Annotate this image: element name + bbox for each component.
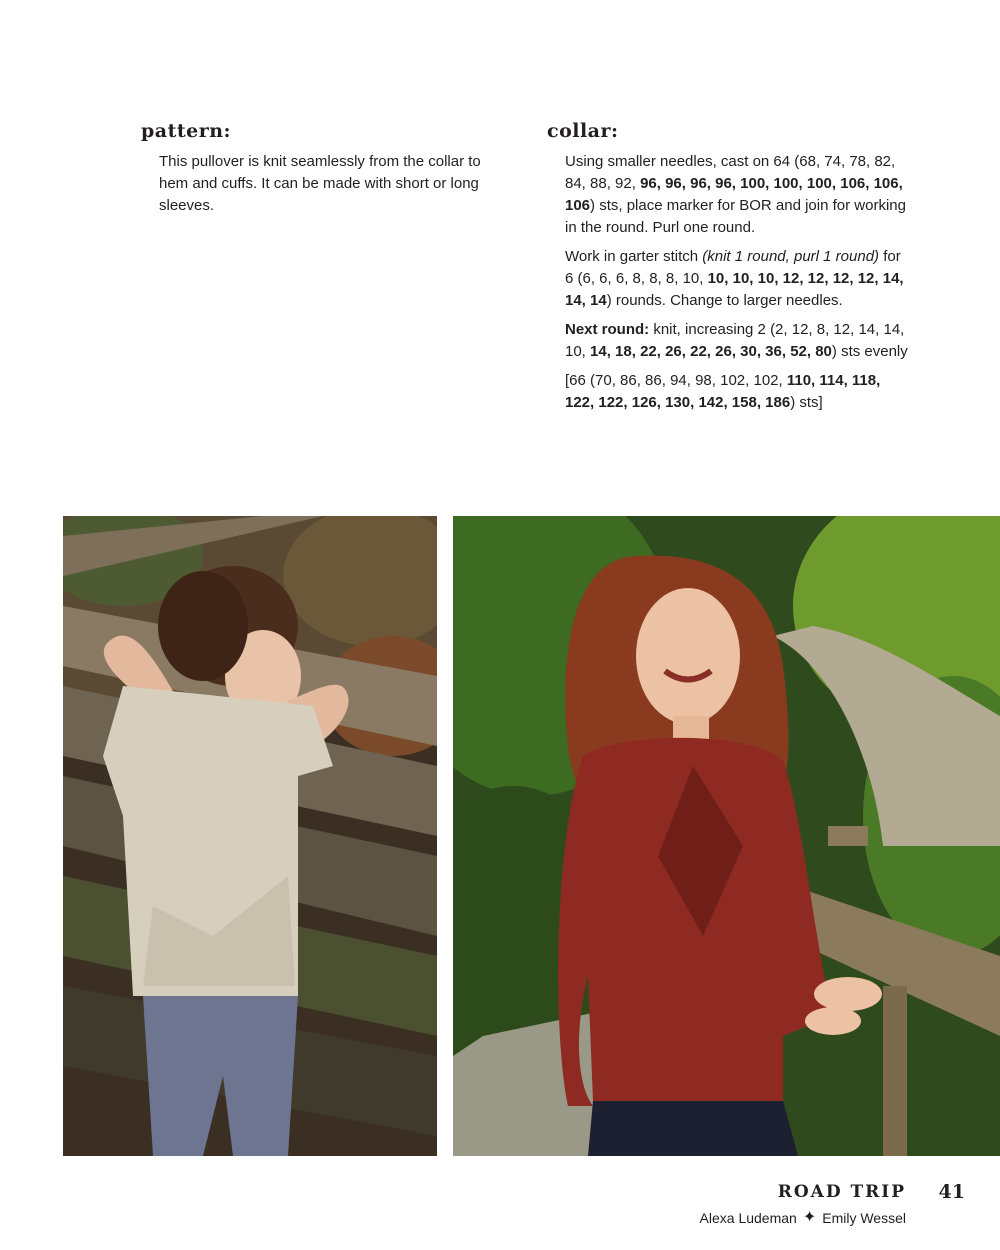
text-run-bold: 14, 18, 22, 26, 22, 26, 30, 36, 52, 80 [590,343,832,360]
text-run-bold: 10, 10, 10, 12, 12, 12, 12, 14, 14, 14 [565,270,904,309]
text-run: ) sts, place marker for BOR and join for working in the round. Purl one round. [565,197,906,236]
author-name: Emily Wessel [822,1210,906,1226]
author-credits [700,1210,906,1226]
text-run: ) sts] [790,394,823,411]
next-round-label: Next round: [565,321,650,338]
collar-paragraph-next-round [565,319,910,363]
collar-paragraph-cast-on [565,151,910,239]
collar-heading: collar: [547,120,619,142]
text-run-bold: 110, 114, 118, 122, 122, 126, 130, 142, 158, 186 [565,372,881,411]
text-run-italic: (knit 1 round, purl 1 round) [702,248,880,265]
text-run: ) sts evenly [831,343,908,360]
text-run: Work in garter stitch [565,248,703,265]
pattern-heading: pattern: [141,120,232,142]
book-title: ROAD TRIP [777,1182,906,1202]
text-run-bold: 96, 96, 96, 96, 100, 100, 100, 106, 106, 106 [565,175,903,214]
collar-paragraph-garter [565,246,910,312]
text-run: for 6 (6, 6, 6, 8, 8, 8, 10, [565,248,901,287]
collar-paragraph-stitch-count [565,370,910,414]
pattern-paragraph: This pullover is knit seamlessly from the collar to hem and cuffs. It can be made with short or long sleeves. [159,153,481,214]
page-number: 41 [938,1181,965,1203]
text-run: Using smaller needles, cast on 64 (68, 74, 78, 82, 84, 88, 92, [565,153,896,192]
author-name: Alexa Ludeman [699,1210,797,1226]
text-run: [66 (70, 86, 86, 94, 98, 102, 102, [565,372,787,389]
star-separator-icon: ✦ [802,1209,817,1226]
child-sweater-photo [63,516,437,1156]
text-run: knit, increasing 2 (2, 12, 8, 12, 14, 14, 10, [565,321,905,360]
woman-sweater-photo [453,516,1000,1156]
text-run: ) rounds. Change to larger needles. [606,292,843,309]
